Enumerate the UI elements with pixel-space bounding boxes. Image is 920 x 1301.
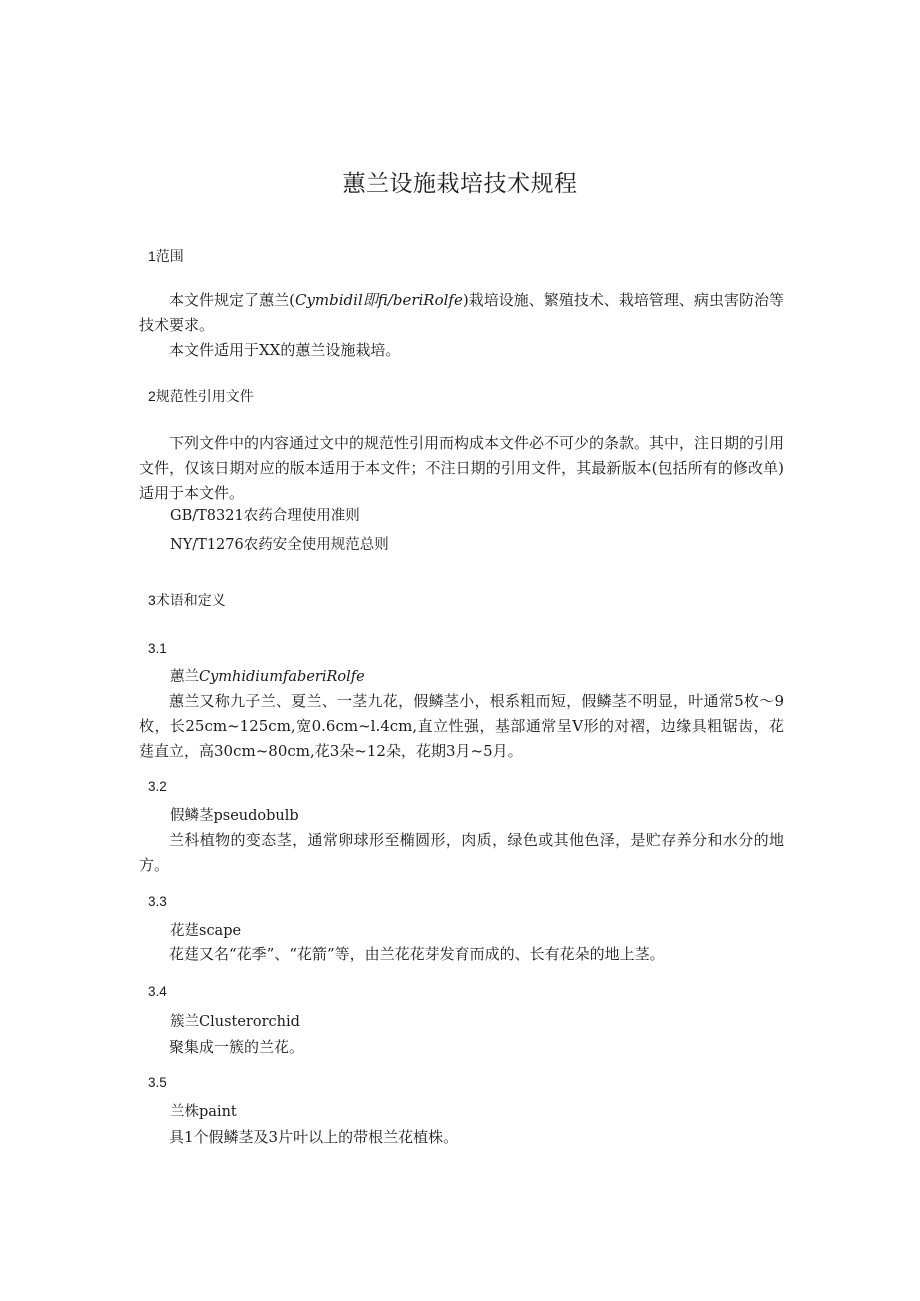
- term-3-5-name: 兰株paint: [170, 1104, 237, 1120]
- term-number-3-1: 3.1: [148, 641, 167, 656]
- scope-p1-pre: 本文件规定了蕙兰(: [169, 291, 295, 309]
- term-number-3-2: 3.2: [148, 779, 167, 794]
- term-3-3-name: 花莛scape: [170, 923, 242, 939]
- term-number-3-3: 3.3: [148, 894, 167, 909]
- term-3-2-name: 假鳞茎pseudobulb: [170, 808, 299, 824]
- section-heading-scope: 1范围: [148, 248, 184, 264]
- scope-p1-latin-name: Cymbidil即fi/beriRolfe: [294, 291, 463, 309]
- term-3-1-cn: 蕙兰: [170, 669, 199, 685]
- scope-paragraph-1: [139, 288, 784, 338]
- scope-paragraph-2: 本文件适用于XX的蕙兰设施栽培。: [169, 341, 401, 359]
- term-number-3-4: 3.4: [148, 984, 167, 999]
- term-3-1-name: [170, 666, 365, 688]
- term-3-5-definition: 具1个假鳞茎及3片叶以上的带根兰花植株。: [169, 1128, 459, 1146]
- section-heading-normative-references: 2规范性引用文件: [148, 388, 254, 404]
- term-3-1-definition: 蕙兰又称九子兰、夏兰、一茎九花，假鳞茎小，根系粗而短，假鳞茎不明显，叶通常5枚～9枚，长25cm~125cm,宽0.6cm~l.4cm,直立性强，基部通常呈V形的对褶，边缘具粗锯齿，花莛直立，高30cm~80cm,花3朵~12朵，花期3月~5月。: [139, 692, 784, 760]
- term-number-3-5: 3.5: [148, 1075, 167, 1090]
- scope-p1-post: )栽培设施、繁殖技术、栽培管理、病虫害防治等技术要求。: [139, 291, 785, 334]
- term-3-4-definition: 聚集成一簇的兰花。: [169, 1038, 305, 1056]
- section-heading-terms-definitions: 3术语和定义: [148, 592, 226, 608]
- reference-ny-t1276: NY/T1276农药安全使用规范总则: [170, 537, 389, 553]
- document-title: 蕙兰设施栽培技术规程: [342, 171, 578, 197]
- reference-gb-t8321: GB/T8321农药合理使用准则: [170, 508, 360, 524]
- references-paragraph: 下列文件中的内容通过文中的规范性引用而构成本文件必不可少的条款。其中，注日期的引用文件，仅该日期对应的版本适用于本文件；不注日期的引用文件，其最新版本(包括所有的修改单)适用于本文件。: [139, 434, 785, 502]
- term-3-2-definition: 兰科植物的变态茎，通常卵球形至椭圆形，肉质，绿色或其他色泽，是贮存养分和水分的地方。: [139, 831, 784, 874]
- term-3-4-name: 簇兰Clusterorchid: [170, 1014, 300, 1030]
- term-3-3-definition: 花莛又名“花季”、“花箭”等，由兰花花芽发育而成的、长有花朵的地上茎。: [169, 945, 665, 963]
- term-3-1-latin: CymhidiumfaberiRolfe: [199, 669, 365, 685]
